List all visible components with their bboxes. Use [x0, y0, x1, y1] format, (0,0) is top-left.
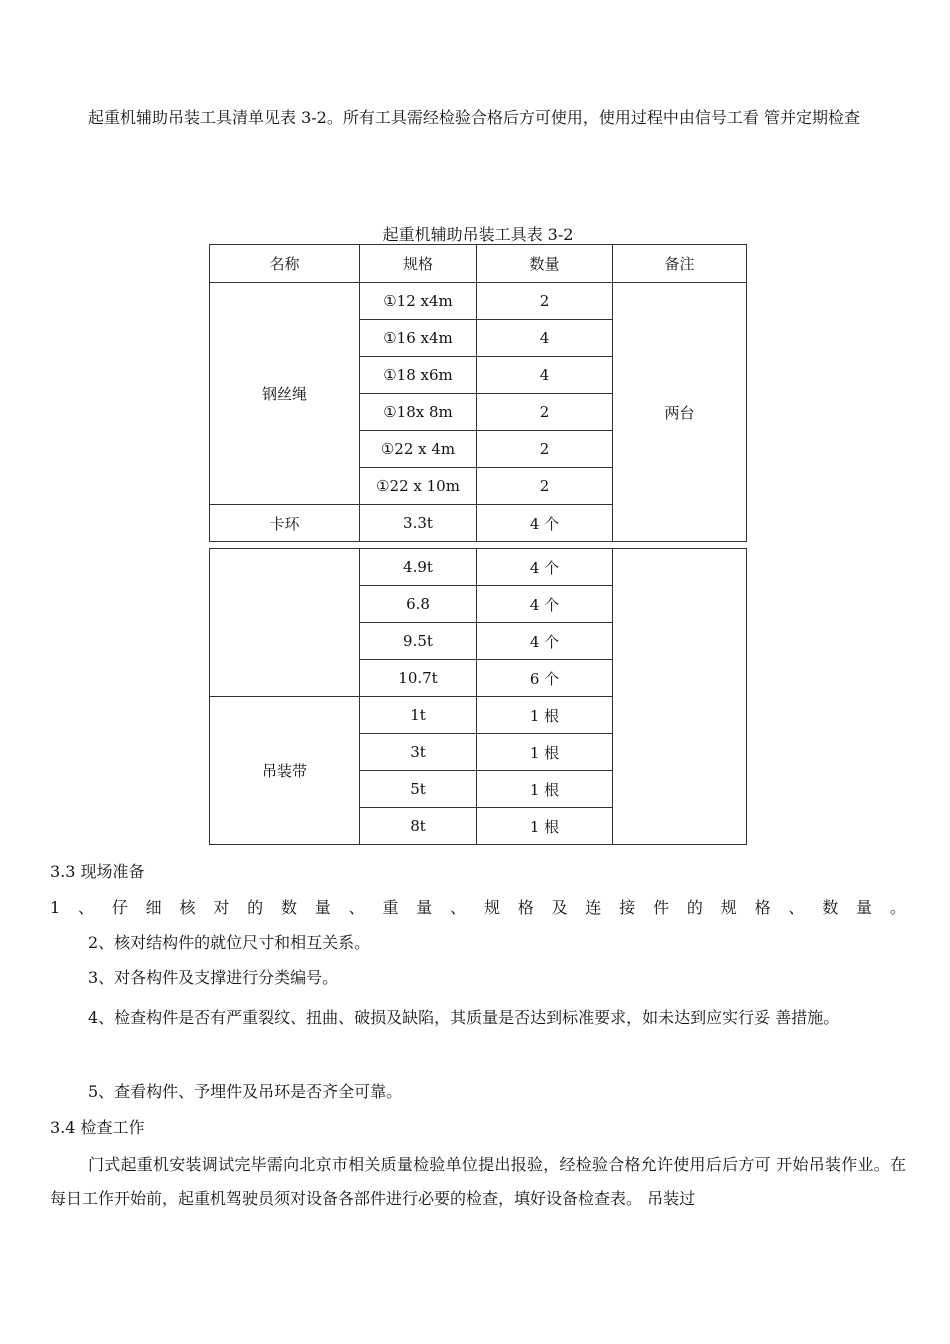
qty-cell: 2: [477, 431, 613, 468]
table-caption: 起重机辅助吊装工具表 3-2: [382, 225, 574, 244]
item-1-char: 、: [450, 898, 467, 917]
section-3-3-item-1: [50, 898, 906, 918]
qty-cell: 4: [477, 320, 613, 357]
spec-cell: 3t: [360, 734, 477, 771]
spec-cell: ①22 x 4m: [360, 431, 477, 468]
qty-cell: 2: [477, 468, 613, 505]
item-1-char: 细: [145, 898, 162, 917]
qty-cell: 4 个: [477, 505, 613, 542]
section-3-4-paragraph: 门式起重机安装调试完毕需向北京市相关质量检验单位提出报验，经检验合格允许使用后后方可 开始吊装作业。在每日工作开始前，起重机驾驶员须对设备各部件进行必要的检查，填好设备检查表。 吊装过: [50, 1155, 906, 1208]
header-qty: 数量: [477, 245, 613, 283]
item-1-char: 量: [856, 898, 873, 917]
item-1-char: 1: [50, 898, 61, 917]
qty-cell: 2: [477, 394, 613, 431]
item-1-char: 核: [179, 898, 196, 917]
qty-cell: 4 个: [477, 623, 613, 660]
section-3-4-heading: 3.4 检查工作: [50, 1118, 145, 1137]
tools-table: [209, 244, 747, 542]
spec-cell: 1t: [360, 697, 477, 734]
spec-cell: 8t: [360, 808, 477, 845]
spec-cell: 3.3t: [360, 505, 477, 542]
qty-cell: 6 个: [477, 660, 613, 697]
section-3-3-item-3: 3、对各构件及支撑进行分类编号。: [88, 968, 339, 987]
item-1-char: 格: [754, 898, 771, 917]
item-1-char: 规: [720, 898, 737, 917]
item-1-char: 的: [686, 898, 703, 917]
header-name: 名称: [210, 245, 360, 283]
group-name-shackle-continued: [210, 549, 360, 697]
group-name-shackle: 卡环: [210, 505, 360, 542]
header-remark: 备注: [613, 245, 747, 283]
spec-cell: ①18x 8m: [360, 394, 477, 431]
intro-paragraph: 起重机辅助吊装工具清单见表 3-2。所有工具需经检验合格后方可使用，使用过程中由信号工看 管并定期检查: [88, 108, 860, 127]
qty-cell: 1 根: [477, 771, 613, 808]
remark-cell: 两台: [613, 283, 747, 542]
item-1-char: 规: [483, 898, 500, 917]
tools-table-continued: [209, 548, 747, 845]
item-1-char: 量: [416, 898, 433, 917]
item-1-char: 重: [382, 898, 399, 917]
qty-cell: 1 根: [477, 697, 613, 734]
section-3-3-item-2: 2、核对结构件的就位尺寸和相互关系。: [88, 933, 371, 952]
item-1-char: 数: [280, 898, 297, 917]
qty-cell: 2: [477, 283, 613, 320]
item-1-char: 、: [78, 898, 95, 917]
header-spec: 规格: [360, 245, 477, 283]
spec-cell: 5t: [360, 771, 477, 808]
qty-cell: 4 个: [477, 549, 613, 586]
item-1-char: 的: [247, 898, 264, 917]
section-3-3-item-4: 4、检查构件是否有严重裂纹、扭曲、破损及缺陷，其质量是否达到标准要求，如未达到应实行妥 善措施。: [88, 1008, 840, 1027]
spec-cell: ①12 x4m: [360, 283, 477, 320]
qty-cell: 1 根: [477, 734, 613, 771]
group-name-wire-rope: 钢丝绳: [210, 283, 360, 505]
qty-cell: 4 个: [477, 586, 613, 623]
spec-cell: ①18 x6m: [360, 357, 477, 394]
spec-cell: 10.7t: [360, 660, 477, 697]
item-1-char: 数: [822, 898, 839, 917]
qty-cell: 4: [477, 357, 613, 394]
item-1-char: 、: [788, 898, 805, 917]
spec-cell: 6.8: [360, 586, 477, 623]
item-1-char: 格: [517, 898, 534, 917]
item-1-char: 件: [653, 898, 670, 917]
section-3-3-heading: 3.3 现场准备: [50, 862, 145, 881]
item-1-char: 、: [348, 898, 365, 917]
spec-cell: 9.5t: [360, 623, 477, 660]
spec-cell: ①22 x 10m: [360, 468, 477, 505]
item-1-char: 量: [314, 898, 331, 917]
item-1-char: 及: [551, 898, 568, 917]
item-1-char: 。: [889, 898, 906, 917]
item-1-char: 接: [619, 898, 636, 917]
item-1-char: 仔: [111, 898, 128, 917]
remark-cell-continued: [613, 549, 747, 845]
section-3-3-item-5: 5、查看构件、予埋件及吊环是否齐全可靠。: [88, 1082, 403, 1101]
qty-cell: 1 根: [477, 808, 613, 845]
group-name-lifting-belt: 吊装带: [210, 697, 360, 845]
spec-cell: ①16 x4m: [360, 320, 477, 357]
item-1-char: 连: [585, 898, 602, 917]
spec-cell: 4.9t: [360, 549, 477, 586]
item-1-char: 对: [213, 898, 230, 917]
